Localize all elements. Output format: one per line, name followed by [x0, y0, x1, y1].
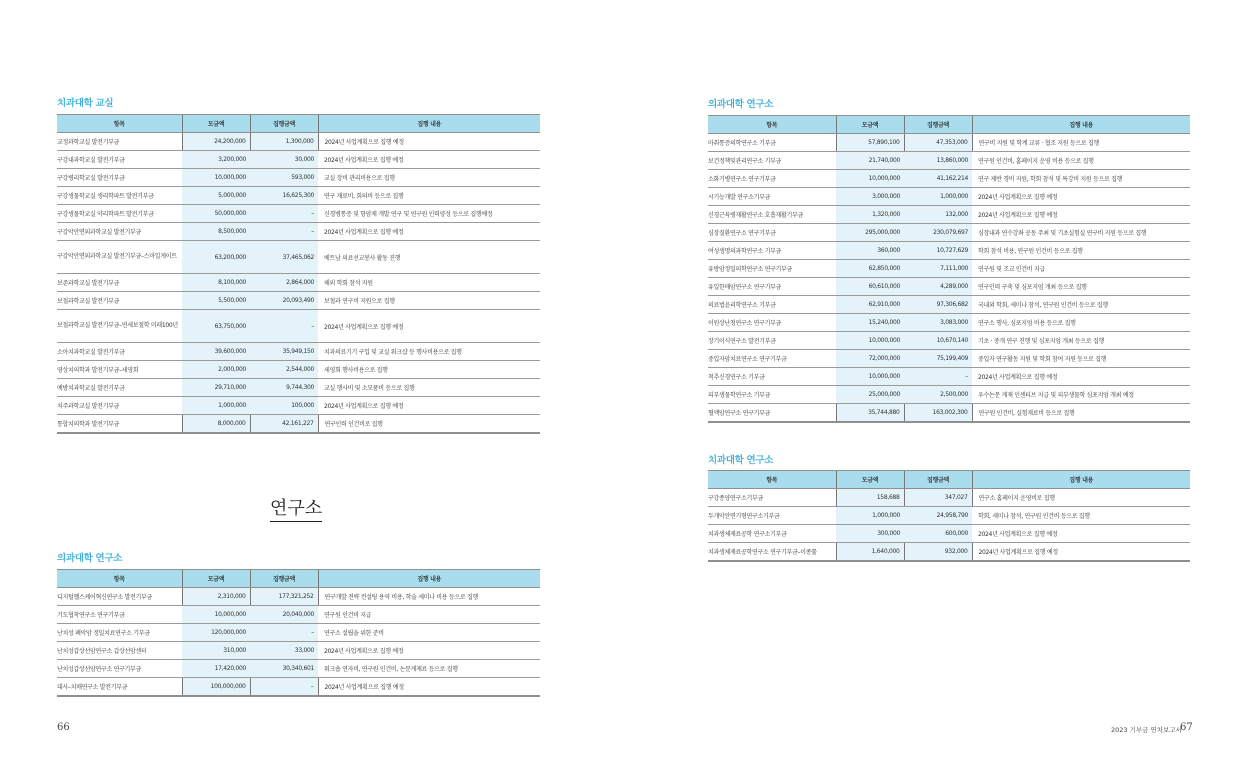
report-title-footer: 2023 기부금 연차보고서	[1111, 726, 1182, 734]
raised-amount-cell: 62,910,000	[836, 296, 904, 314]
table-row	[57, 588, 540, 606]
table-row	[708, 507, 1190, 525]
spent-amount-cell: 20,093,490	[250, 292, 318, 310]
raised-amount-cell: 10,000,000	[182, 169, 250, 187]
raised-amount-cell: 1,000,000	[836, 507, 904, 525]
page-number-left: 66	[57, 722, 70, 733]
fund-name-cell: 장기이식연구소 발전기부금	[708, 332, 836, 350]
table-row	[708, 350, 1190, 368]
raised-amount-cell: 8,100,000	[182, 274, 250, 292]
dental-classroom-table	[57, 114, 540, 434]
raised-amount-cell: 158,688	[836, 489, 904, 507]
section-title-dental-institute: 치과대학 연구소	[708, 455, 774, 466]
raised-amount-cell: 3,200,000	[182, 151, 250, 169]
description-cell: 학회, 세미나 참석, 연구원 인건비 등으로 집행	[972, 507, 1190, 525]
description-cell: 치과의료기기 구입 및 교실 워크샵 등 행사비용으로 집행	[318, 343, 540, 361]
spent-amount-cell: 7,111,000	[904, 260, 972, 278]
description-cell: 국내외 학회, 세미나 참석, 연구원 인건비 등으로 집행	[972, 296, 1190, 314]
description-cell: 베트남 의료선교봉사 활동 진행	[318, 241, 540, 274]
description-cell: 2024년 사업계획으로 집행 예정	[318, 642, 540, 660]
spent-amount-cell: 16,625,300	[250, 187, 318, 205]
raised-amount-cell: 17,420,000	[182, 660, 250, 678]
raised-amount-cell: 63,200,000	[182, 241, 250, 274]
fund-name-cell: 보철과학교실 발전기부금	[57, 292, 182, 310]
table-row	[57, 241, 540, 274]
spent-amount-cell: 13,860,000	[904, 152, 972, 170]
fund-name-cell: 소아치과학교실 발전기부금	[57, 343, 182, 361]
header-item: 항목	[57, 570, 182, 588]
description-cell: 연구비 지원 및 학계 교류 · 협조 지원 등으로 집행	[972, 134, 1190, 152]
fund-name-cell: 보철과학교실 발전기부금–연세보철학 미래100년	[57, 310, 182, 343]
fund-name-cell: 통합치의학과 발전기부금	[57, 415, 182, 434]
table-row	[57, 624, 540, 642]
description-cell: 연구개발 전략 컨설팅 용역 비용, 학술 세미나 비용 등으로 집행	[318, 588, 540, 606]
spent-amount-cell: 3,083,000	[904, 314, 972, 332]
header-raised: 모금액	[182, 115, 250, 133]
table-row	[708, 278, 1190, 296]
raised-amount-cell: 24,200,000	[182, 133, 250, 151]
spent-amount-cell: –	[250, 678, 318, 697]
raised-amount-cell: 8,000,000	[182, 415, 250, 434]
spent-amount-cell: 4,289,000	[904, 278, 972, 296]
description-cell: 연구 재료비, 회의비 등으로 집행	[318, 187, 540, 205]
description-cell: 보철과 연구비 지원으로 집행	[318, 292, 540, 310]
description-cell: 워크숍 연자비, 연구원 인건비, 논문게재료 등으로 집행	[318, 660, 540, 678]
fund-name-cell: 구강종양연구소기부금	[708, 489, 836, 507]
raised-amount-cell: 5,000,000	[182, 187, 250, 205]
description-cell: 기초 · 중개 연구 진행 및 심포지엄 개최 등으로 집행	[972, 332, 1190, 350]
table-row	[708, 152, 1190, 170]
description-cell: 2024년 사업계획으로 집행 예정	[972, 206, 1190, 224]
dental-institute-table	[708, 470, 1190, 562]
spent-amount-cell: 24,958,790	[904, 507, 972, 525]
raised-amount-cell: 72,000,000	[836, 350, 904, 368]
table-row	[57, 310, 540, 343]
description-cell: 2024년 사업계획으로 집행 예정	[318, 678, 540, 697]
table-row	[708, 404, 1190, 423]
header-description: 집행 내용	[972, 471, 1190, 489]
table-row	[57, 151, 540, 169]
raised-amount-cell: 1,640,000	[836, 543, 904, 562]
page-number-right: 67	[1180, 722, 1193, 733]
raised-amount-cell: 10,000,000	[836, 332, 904, 350]
fund-name-cell: 치주과학교실 발전기부금	[57, 397, 182, 415]
spent-amount-cell: 47,353,000	[904, 134, 972, 152]
raised-amount-cell: 63,750,000	[182, 310, 250, 343]
description-cell: 심장내과 연수강좌 공동 주최 및 기초실험실 연구비 지원 등으로 집행	[972, 224, 1190, 242]
header-description: 집행 내용	[972, 116, 1190, 134]
description-cell: 교실 행사비 및 소모품비 등으로 집행	[318, 379, 540, 397]
spent-amount-cell: 593,000	[250, 169, 318, 187]
spent-amount-cell: 1,000,000	[904, 188, 972, 206]
table-row	[708, 260, 1190, 278]
header-spent: 집행금액	[250, 570, 318, 588]
table-row	[708, 134, 1190, 152]
section-title-medical-institute-right: 의과대학 연구소	[708, 99, 774, 110]
description-cell: 중입자 연구활동 지원 및 학회 참여 지원 등으로 집행	[972, 350, 1190, 368]
table-row	[57, 678, 540, 697]
fund-name-cell: 의료법윤리학연구소 기부금	[708, 296, 836, 314]
fund-name-cell: 소화기병연구소 연구기부금	[708, 170, 836, 188]
header-description: 집행 내용	[318, 115, 540, 133]
description-cell: 연구소 설립을 위한 준비	[318, 624, 540, 642]
raised-amount-cell: 35,744,880	[836, 404, 904, 423]
table-row	[708, 242, 1190, 260]
spent-amount-cell: 10,670,140	[904, 332, 972, 350]
description-cell: 2024년 사업계획으로 집행 예정	[972, 543, 1190, 562]
table-row	[708, 489, 1190, 507]
raised-amount-cell: 10,000,000	[836, 170, 904, 188]
table-row	[57, 361, 540, 379]
spent-amount-cell: 347,027	[904, 489, 972, 507]
description-cell: 2024년 사업계획으로 집행 예정	[318, 310, 540, 343]
table-row	[57, 379, 540, 397]
spent-amount-cell: 9,744,300	[250, 379, 318, 397]
table-row	[708, 332, 1190, 350]
table-header-row	[708, 471, 1190, 489]
header-description: 집행 내용	[318, 570, 540, 588]
medical-institute-table-right	[708, 115, 1190, 423]
spent-amount-cell: –	[250, 223, 318, 241]
description-cell: 연구원 및 조교 인건비 지급	[972, 260, 1190, 278]
fund-name-cell: 심장질환연구소 연구기부금	[708, 224, 836, 242]
spent-amount-cell: 20,040,000	[250, 606, 318, 624]
table-header-row	[57, 570, 540, 588]
fund-name-cell: 난치성갑상선암연구소 갑상선암센터	[57, 642, 182, 660]
header-raised: 모금액	[182, 570, 250, 588]
raised-amount-cell: 2,000,000	[182, 361, 250, 379]
table-row	[57, 133, 540, 151]
raised-amount-cell: 120,000,000	[182, 624, 250, 642]
description-cell: 학회 참석 비용, 연구원 인건비 등으로 집행	[972, 242, 1190, 260]
spent-amount-cell: 75,199,409	[904, 350, 972, 368]
raised-amount-cell: 50,000,000	[182, 205, 250, 223]
fund-name-cell: 척추신경연구소 기부금	[708, 368, 836, 386]
raised-amount-cell: 360,000	[836, 242, 904, 260]
table-row	[708, 386, 1190, 404]
spent-amount-cell: 100,000	[250, 397, 318, 415]
header-spent: 집행금액	[904, 471, 972, 489]
raised-amount-cell: 10,000,000	[836, 368, 904, 386]
fund-name-cell: 대사–치매연구소 발전기부금	[57, 678, 182, 697]
fund-name-cell: 난치성 폐악암 정밀치료연구소 기부금	[57, 624, 182, 642]
fund-name-cell: 치과생체재료공학 연구소기부금	[708, 525, 836, 543]
raised-amount-cell: 10,000,000	[182, 606, 250, 624]
raised-amount-cell: 8,500,000	[182, 223, 250, 241]
table-row	[57, 169, 540, 187]
table-row	[708, 543, 1190, 562]
table-row	[57, 642, 540, 660]
table-row	[57, 397, 540, 415]
spent-amount-cell: 30,340,601	[250, 660, 318, 678]
table-row	[57, 223, 540, 241]
description-cell: 연구인력 인건비로 집행	[318, 415, 540, 434]
raised-amount-cell: 2,310,000	[182, 588, 250, 606]
description-cell: 2024년 사업계획으로 집행 예정	[318, 151, 540, 169]
raised-amount-cell: 60,610,000	[836, 278, 904, 296]
spent-amount-cell: 2,864,000	[250, 274, 318, 292]
description-cell: 연구소 행사, 심포지엄 비용 등으로 집행	[972, 314, 1190, 332]
fund-name-cell: 여성생명의과학연구소 기부금	[708, 242, 836, 260]
fund-name-cell: 이원상난청연구소 연구기부금	[708, 314, 836, 332]
fund-name-cell: 기도협착연구소 연구기부금	[57, 606, 182, 624]
table-row	[57, 292, 540, 310]
fund-name-cell: 중입자암치료연구소 연구기부금	[708, 350, 836, 368]
spent-amount-cell: 163,002,300	[904, 404, 972, 423]
fund-name-cell: 디지털헬스케어혁신연구소 발전기부금	[57, 588, 182, 606]
header-raised: 모금액	[836, 471, 904, 489]
spent-amount-cell: 230,079,697	[904, 224, 972, 242]
fund-name-cell: 구강악안면외과학교실 발전기부금–스마일게이트	[57, 241, 182, 274]
fund-name-cell: 구강병리학교실 발전기부금	[57, 169, 182, 187]
fund-name-cell: 두개악안면기형연구소기부금	[708, 507, 836, 525]
header-item: 항목	[708, 471, 836, 489]
table-row	[708, 206, 1190, 224]
table-row	[708, 170, 1190, 188]
description-cell: 2024년 사업계획으로 집행 예정	[972, 525, 1190, 543]
spent-amount-cell: 33,000	[250, 642, 318, 660]
fund-name-cell: 치과생체재료공학연구소 연구기부금–이종률	[708, 543, 836, 562]
raised-amount-cell: 310,000	[182, 642, 250, 660]
spent-amount-cell: –	[250, 624, 318, 642]
description-cell: 해외 학회 참석 지원	[318, 274, 540, 292]
spent-amount-cell: –	[904, 368, 972, 386]
table-header-row	[708, 116, 1190, 134]
fund-name-cell: 유방암정밀의학연구소 연구기부금	[708, 260, 836, 278]
header-spent: 집행금액	[250, 115, 318, 133]
spent-amount-cell: 600,000	[904, 525, 972, 543]
spent-amount-cell: 10,727,629	[904, 242, 972, 260]
fund-name-cell: 난치성갑상선암연구소 연구기부금	[57, 660, 182, 678]
spent-amount-cell: –	[250, 310, 318, 343]
fund-name-cell: 영상치의학과 발전기부금–세영회	[57, 361, 182, 379]
raised-amount-cell: 39,600,000	[182, 343, 250, 361]
raised-amount-cell: 29,710,000	[182, 379, 250, 397]
spent-amount-cell: 42,161,227	[250, 415, 318, 434]
fund-name-cell: 마취통증의학연구소 기부금	[708, 134, 836, 152]
spent-amount-cell: 1,300,000	[250, 133, 318, 151]
spent-amount-cell: 35,949,150	[250, 343, 318, 361]
description-cell: 2024년 사업계획으로 집행 예정	[318, 223, 540, 241]
raised-amount-cell: 295,000,000	[836, 224, 904, 242]
table-row	[708, 224, 1190, 242]
description-cell: 연구소 홈페이지 운영비로 집행	[972, 489, 1190, 507]
raised-amount-cell: 300,000	[836, 525, 904, 543]
raised-amount-cell: 62,850,000	[836, 260, 904, 278]
fund-name-cell: 보건정책및관리연구소 기부금	[708, 152, 836, 170]
fund-name-cell: 구강생물학교실 약리학파트 발전기부금	[57, 205, 182, 223]
fund-name-cell: 시기능개발 연구소기부금	[708, 188, 836, 206]
raised-amount-cell: 1,320,000	[836, 206, 904, 224]
table-row	[57, 606, 540, 624]
description-cell: 연구원 인건비, 홈페이지 운영 비용 등으로 집행	[972, 152, 1190, 170]
table-row	[708, 314, 1190, 332]
description-cell: 연구인력 구축 및 심포지엄 개최 등으로 집행	[972, 278, 1190, 296]
table-row	[708, 525, 1190, 543]
description-cell: 연구원 인건비 지급	[318, 606, 540, 624]
table-row	[57, 343, 540, 361]
raised-amount-cell: 15,240,000	[836, 314, 904, 332]
raised-amount-cell: 3,000,000	[836, 188, 904, 206]
description-cell: 교실 장비 관리비용으로 집행	[318, 169, 540, 187]
spent-amount-cell: 177,321,252	[250, 588, 318, 606]
fund-name-cell: 혈액암연구소 연구기부금	[708, 404, 836, 423]
fund-name-cell: 유일한매암연구소 연구기부금	[708, 278, 836, 296]
table-row	[708, 296, 1190, 314]
spent-amount-cell: 97,306,682	[904, 296, 972, 314]
spent-amount-cell: 37,465,062	[250, 241, 318, 274]
description-cell: 2024년 사업계획으로 집행 예정	[318, 397, 540, 415]
description-cell: 2024년 사업계획으로 집행 예정	[318, 133, 540, 151]
fund-name-cell: 신경근육병재활연구소 호흡재활기부금	[708, 206, 836, 224]
description-cell: 2024년 사업계획으로 집행 예정	[972, 368, 1190, 386]
table-row	[57, 274, 540, 292]
raised-amount-cell: 57,890,100	[836, 134, 904, 152]
table-row	[57, 660, 540, 678]
description-cell: 2024년 사업계획으로 집행 예정	[972, 188, 1190, 206]
description-cell: 연구원 인건비, 실험재료비 등으로 집행	[972, 404, 1190, 423]
section-title-dental-classroom: 치과대학 교실	[57, 98, 114, 109]
spent-amount-cell: 41,162,214	[904, 170, 972, 188]
description-cell: 우수논문 게재 인센티브 지급 및 피부생물학 심포지엄 개최 예정	[972, 386, 1190, 404]
spent-amount-cell: 132,000	[904, 206, 972, 224]
table-row	[708, 368, 1190, 386]
spent-amount-cell: 2,500,000	[904, 386, 972, 404]
table-row	[57, 205, 540, 223]
table-row	[57, 187, 540, 205]
header-raised: 모금액	[836, 116, 904, 134]
spent-amount-cell: 30,000	[250, 151, 318, 169]
fund-name-cell: 보존과학교실 발전기부금	[57, 274, 182, 292]
fund-name-cell: 예방치과학교실 발전기부금	[57, 379, 182, 397]
fund-name-cell: 구강악안면외과학교실 발전기부금	[57, 223, 182, 241]
spent-amount-cell: 2,544,000	[250, 361, 318, 379]
fund-name-cell: 구강내과학교실 발전기부금	[57, 151, 182, 169]
description-cell: 신경병통증 및 항암제 개발 연구 및 연구원 인력양성 등으로 집행예정	[318, 205, 540, 223]
raised-amount-cell: 21,740,000	[836, 152, 904, 170]
description-cell: 연구 제반 경비 지원, 학회 참석 및 특강비 지원 등으로 집행	[972, 170, 1190, 188]
fund-name-cell: 교정과학교실 발전기부금	[57, 133, 182, 151]
raised-amount-cell: 1,000,000	[182, 397, 250, 415]
section-heading-institute: 연구소	[270, 494, 322, 522]
raised-amount-cell: 5,500,000	[182, 292, 250, 310]
fund-name-cell: 피부생물학연구소 기부금	[708, 386, 836, 404]
table-header-row	[57, 115, 540, 133]
description-cell: 세영회 행사비용으로 집행	[318, 361, 540, 379]
header-spent: 집행금액	[904, 116, 972, 134]
raised-amount-cell: 25,000,000	[836, 386, 904, 404]
section-title-medical-institute-left: 의과대학 연구소	[57, 553, 123, 564]
fund-name-cell: 구강생물학교실 생리학파트 발전기부금	[57, 187, 182, 205]
medical-institute-table-left	[57, 569, 540, 697]
spent-amount-cell: –	[250, 205, 318, 223]
header-item: 항목	[57, 115, 182, 133]
header-item: 항목	[708, 116, 836, 134]
table-row	[708, 188, 1190, 206]
table-row	[57, 415, 540, 434]
raised-amount-cell: 100,000,000	[182, 678, 250, 697]
spent-amount-cell: 932,000	[904, 543, 972, 562]
